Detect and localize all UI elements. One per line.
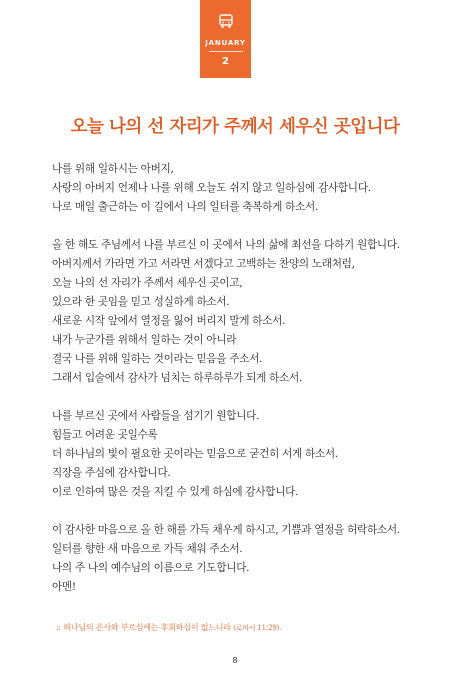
- paragraph: [52, 521, 432, 597]
- text-line: 나의 주 나의 예수님의 이름으로 기도합니다.: [52, 562, 250, 574]
- paragraph: [52, 160, 432, 217]
- text-line: 오늘 나의 선 자리가 주께서 세우신 곳이고,: [52, 277, 243, 289]
- text-line: 더 하나님의 빛이 필요한 곳이라는 믿음으로 굳건히 서게 하소서.: [52, 448, 338, 460]
- text-line: 나를 위해 일하시는 아버지,: [52, 163, 174, 175]
- text-line: 결국 나를 위해 일하는 것이라는 믿음을 주소서.: [52, 353, 263, 365]
- day-number: 2: [222, 56, 229, 67]
- text-line: 직장을 주심에 감사합니다.: [52, 467, 171, 479]
- text-line: 일터를 향한 새 마음으로 가득 채워 주소서.: [52, 543, 243, 555]
- text-line: 올 한 해도 주님께서 나를 부르신 이 곳에서 나의 삶에 최선을 다하기 원합니다.: [52, 239, 400, 251]
- month-label: JANUARY: [205, 39, 246, 47]
- text-line: 아버지께서 가라면 가고 서라면 서겠다고 고백하는 찬양의 노래처럼,: [52, 258, 355, 270]
- tab-divider: [209, 51, 243, 52]
- footnote-reference: (로마서 11:29).: [233, 624, 282, 632]
- text-line: 나로 매일 출근하는 이 길에서 나의 일터를 축복하게 하소서.: [52, 201, 319, 213]
- text-line: 아멘!: [52, 581, 76, 593]
- text-line: 나를 부르신 곳에서 사람들을 섬기기 원합니다.: [52, 410, 260, 422]
- page-number: 8: [232, 656, 238, 665]
- text-line: 새로운 시작 앞에서 열정을 잃어 버리지 말게 하소서.: [52, 315, 286, 327]
- page-title: 오늘 나의 선 자리가 주께서 세우신 곳입니다: [70, 117, 400, 137]
- footnote-marker: ::: [56, 623, 61, 632]
- text-line: 있으라 한 곳임을 믿고 성실하게 하소서.: [52, 296, 230, 308]
- text-line: 사랑의 아버지 언제나 나를 위해 오늘도 쉬지 않고 일하심에 감사합니다.: [52, 182, 371, 194]
- bus-icon: [219, 14, 233, 29]
- text-line: 이로 인하여 많은 것을 지킬 수 있게 하심에 감사합니다.: [52, 486, 299, 498]
- text-line: 힘들고 어려운 곳일수록: [52, 429, 158, 441]
- text-line: 내가 누군가를 위해서 일하는 것이 아니라: [52, 334, 237, 346]
- text-line: 그래서 입술에서 감사가 넘치는 하루하루가 되게 하소서.: [52, 372, 302, 384]
- paragraph: [52, 407, 432, 502]
- paragraph: [52, 236, 432, 388]
- prayer-body: [52, 160, 432, 597]
- text-line: 이 감사한 마음으로 올 한 해를 가득 채우게 하시고, 기쁨과 열정을 허락하소서.: [52, 524, 400, 536]
- scripture-footnote: [56, 622, 281, 633]
- footnote-text: 하나님의 은사와 부르심에는 후회하심이 없느니라: [63, 623, 231, 632]
- date-tab: [200, 0, 251, 78]
